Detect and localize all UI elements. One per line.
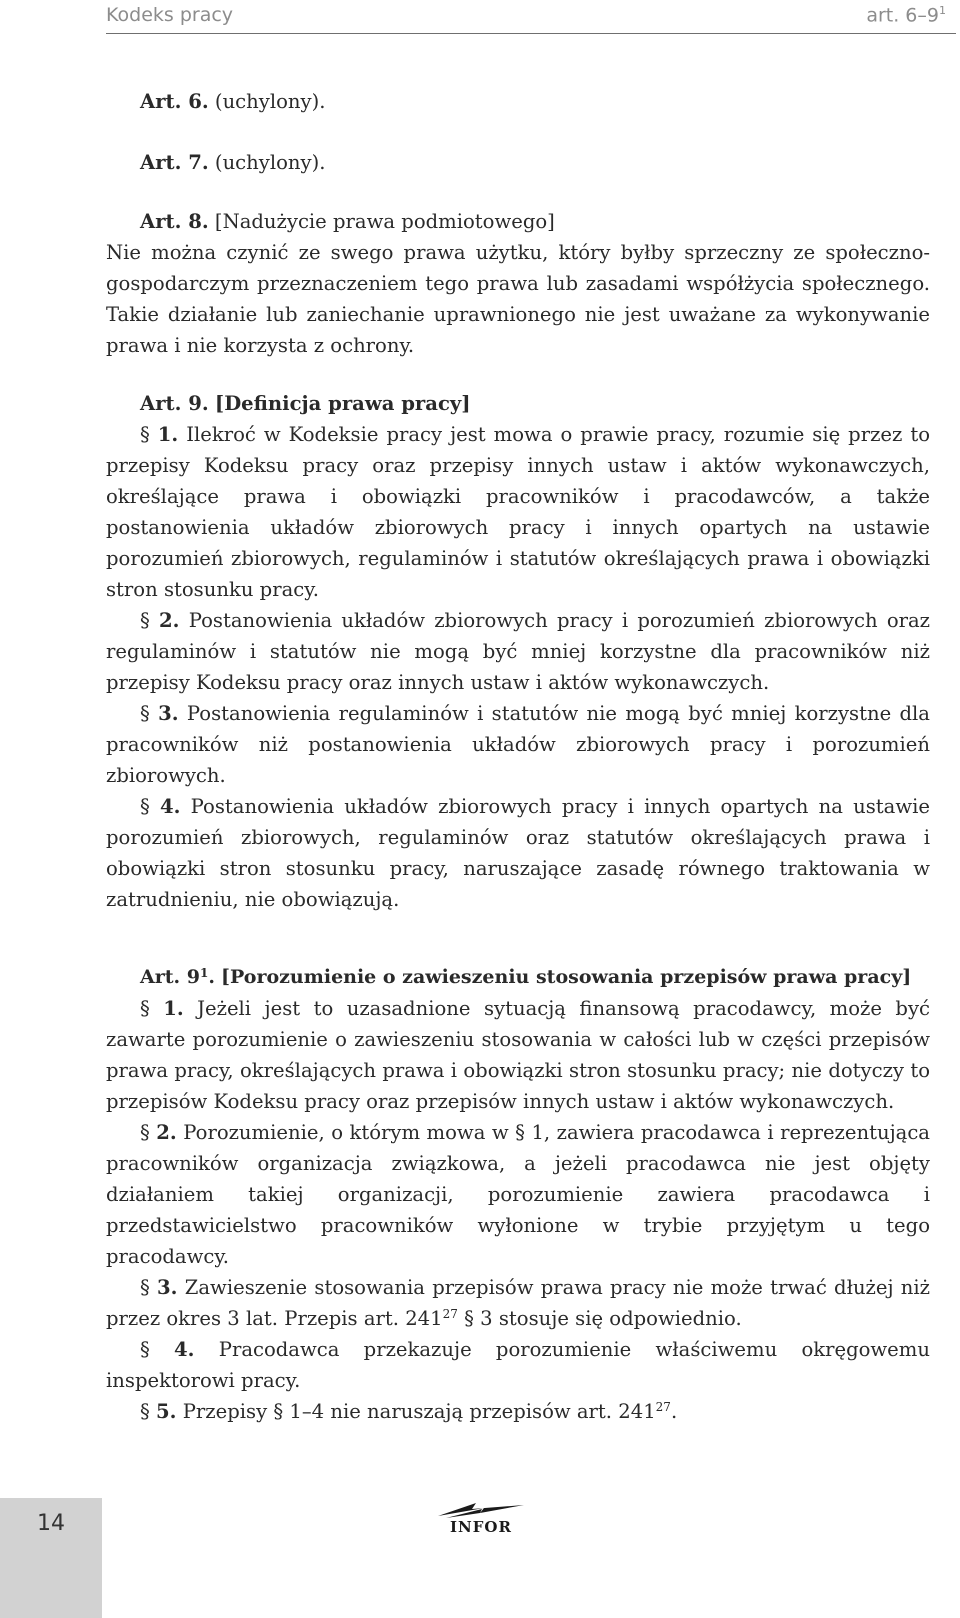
article-7 <box>106 147 930 178</box>
infor-logo: INFOR <box>436 1500 526 1540</box>
article-9-1-section-2: § 2. Porozumienie, o którym mowa w § 1, zawiera pracodawca i reprezentująca pracowników organizacja związkowa, a jeżeli pracodawca nie jest objęty działaniem takiej organizacji, porozumienie zawiera pracodawca i przedstawicielstwo pracowników wyłonione w trybie przyjętym u tego pracodawcy. <box>106 1121 930 1268</box>
article-title: [Definicja prawa pracy] <box>214 392 471 415</box>
header-title: Kodeks pracy <box>106 4 234 26</box>
article-9-1-section-4: § 4. Pracodawca przekazuje porozumienie właściwemu okręgowemu inspektorowi pracy. <box>106 1338 930 1392</box>
article-9 <box>106 388 930 915</box>
article-9-section-3: § 3. Postanowienia regulaminów i statutów nie mogą być mniej korzystne dla pracowników niż postanowienia układów zbiorowych pracy i porozumień zbiorowych. <box>106 702 930 787</box>
running-header <box>106 0 956 34</box>
article-title: [Porozumienie o zawieszeniu stosowania przepisów prawa pracy] <box>221 966 912 988</box>
article-8 <box>106 206 930 361</box>
article-label: Art. $9^1$. <box>140 966 215 988</box>
header-article-range: art. $6-9^1$ <box>866 4 946 27</box>
article-label: Art. 9. <box>140 392 209 415</box>
article-9-1-section-1: § 1. Jeżeli jest to uzasadnione sytuacją finansową pracodawcy, może być zawarte porozumienie o zawieszeniu stosowania w całości lub w części przepisów prawa pracy, określających prawa i obowiązki stron stosunku pracy; nie dotyczy to przepisów Kodeksu pracy oraz przepisów innych ustaw i aktów wykonawczych. <box>106 997 930 1113</box>
article-title: (uchylony). <box>214 151 326 174</box>
article-9-1 <box>106 962 930 1427</box>
article-label: Art. 7. <box>140 151 209 174</box>
article-title: [Nadużycie prawa podmiotowego] <box>214 210 555 233</box>
article-9-section-2: § 2. Postanowienia układów zbiorowych pracy i porozumień zbiorowych oraz regulaminów i statutów nie mogą być mniej korzystne dla pracowników niż przepisy Kodeksu pracy oraz innych ustaw i aktów wykonawczych. <box>106 609 930 694</box>
infor-logo-icon <box>436 1500 526 1520</box>
article-text: Nie można czynić ze swego prawa użytku, który byłby sprzeczny ze społeczno-gospodarczym przeznaczeniem tego prawa lub zasadami współżycia społecznego. Takie działanie lub zaniechanie uprawnionego nie jest uważane za wykonywanie prawa i nie korzysta z ochrony. <box>106 241 930 357</box>
article-title: (uchylony). <box>214 90 326 113</box>
article-6 <box>106 86 930 117</box>
article-label: Art. 6. <box>140 90 209 113</box>
article-9-section-4: § 4. Postanowienia układów zbiorowych pracy i innych opartych na ustawie porozumień zbiorowych, regulaminów oraz statutów określających prawa i obowiązki stron stosunku pracy, naruszające zasadę równego traktowania w zatrudnieniu, nie obowiązują. <box>106 795 930 911</box>
page-number: 14 <box>37 1511 65 1536</box>
article-9-1-section-3: § 3. Zawieszenie stosowania przepisów prawa pracy nie może trwać dłużej niż przez okres 3 lat. Przepis art. $241^{27}$ § 3 stosuje się odpowiednio. <box>106 1276 931 1330</box>
article-9-1-section-5: § 5. Przepisy § 1–4 nie naruszają przepisów art. $241^{27}$. <box>140 1400 678 1423</box>
article-9-section-1: § 1. Ilekroć w Kodeksie pracy jest mowa o prawie pracy, rozumie się przez to przepisy Kodeksu pracy oraz przepisy innych ustaw i aktów wykonawczych, określające prawa i obowiązki pracowników i pracodawców, a także postanowienia układów zbiorowych pracy i innych opartych na ustawie porozumień zbiorowych, regulaminów i statutów określających prawa i obowiązki stron stosunku pracy. <box>106 423 930 601</box>
article-label: Art. 8. <box>140 210 209 233</box>
